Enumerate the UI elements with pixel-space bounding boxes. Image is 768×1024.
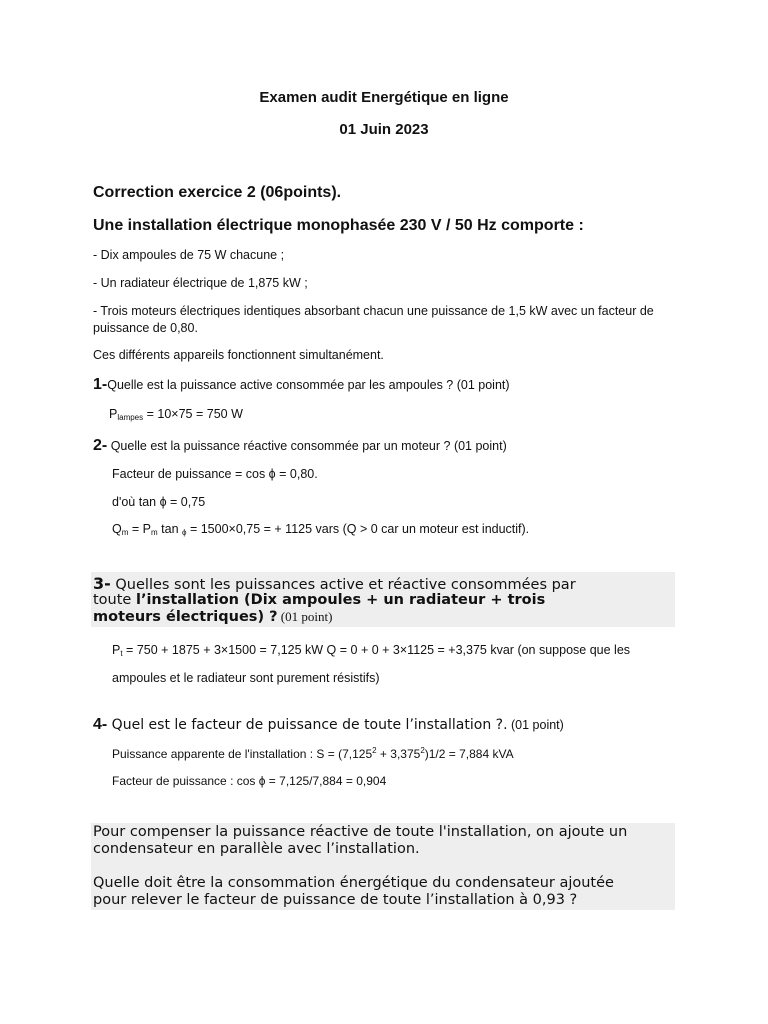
list-item: - Dix ampoules de 75 W chacune ; — [93, 248, 285, 262]
answer-2-formula: $Q_m = P_m$ tan $_\phi$ = 1500×0,75 = + 1125 vars (Q > 0 car un moteur est inductif). — [112, 522, 530, 537]
question-3-line: moteurs électriques) ? (01 point) — [93, 609, 333, 625]
list-item: - Un radiateur électrique de 1,875 kW ; — [93, 276, 308, 290]
question-3-line: 3- Quelles sont les puissances active et réactive consommées par — [93, 574, 576, 593]
question-4: 4- Quel est le facteur de puissance de toute l’installation ?. (01 point) — [93, 716, 564, 733]
question-number: 3- — [93, 574, 111, 593]
intro-note: Ces différents appareils fonctionnent simultanément. — [93, 348, 384, 362]
question-number: 4- — [93, 716, 108, 733]
final-paragraph-line: condensateur en parallèle avec l’installation. — [93, 841, 420, 857]
document-title: Examen audit Energétique en ligne — [259, 89, 509, 106]
final-question-line: Quelle doit être la consommation énergétique du condensateur ajoutée — [93, 875, 614, 891]
answer-4-line: Facteur de puissance : cos ϕ = 7,125/7,884 = 0,904 — [112, 774, 387, 788]
question-text: Quelle est la puissance active consommée par les ampoules ? (01 point) — [107, 378, 510, 392]
question-3-line: toute l’installation (Dix ampoules + un radiateur + trois — [93, 592, 546, 608]
answer-3-line: ampoules et le radiateur sont purement résistifs) — [112, 671, 380, 685]
question-text: Quel est le facteur de puissance de toute l’installation ?. — [107, 717, 508, 733]
correction-heading: Correction exercice 2 (06points). — [93, 184, 342, 201]
final-question-line: pour relever le facteur de puissance de toute l’installation à 0,93 ? — [93, 892, 578, 908]
document-date: 01 Juin 2023 — [339, 121, 429, 138]
answer-4-line: Puissance apparente de l'installation : $S = (7,125^2 + 3,375^2)1/2 = 7,884$ kVA — [112, 746, 514, 761]
answer-3-line: $P_t = 750 + 1875 + 3\times 1500 = 7,125$ kW Q = 0 + 0 + 3×1125 = +3,375 kvar (on suppose que les — [112, 643, 631, 658]
final-paragraph-line: Pour compenser la puissance réactive de toute l'installation, on ajoute un — [93, 824, 628, 840]
answer-1: $P_{lampes} = 10\times 75 = 750$ W — [109, 407, 243, 422]
answer-2-line: Facteur de puissance = cos ϕ = 0,80. — [112, 467, 318, 481]
question-number: 1- — [93, 376, 108, 393]
installation-heading: Une installation électrique monophasée 230 V / 50 Hz comporte : — [93, 217, 584, 234]
list-item-continued: puissance de 0,80. — [93, 321, 198, 335]
question-1 — [93, 376, 510, 394]
question-2 — [93, 437, 507, 455]
question-number: 2- — [93, 437, 108, 454]
list-item: - Trois moteurs électriques identiques absorbant chacun une puissance de 1,5 kW avec un facteur de — [93, 304, 654, 318]
question-text: Quelle est la puissance réactive consommée par un moteur ? (01 point) — [107, 439, 507, 453]
answer-2-line: d'où tan ϕ = 0,75 — [112, 495, 206, 509]
